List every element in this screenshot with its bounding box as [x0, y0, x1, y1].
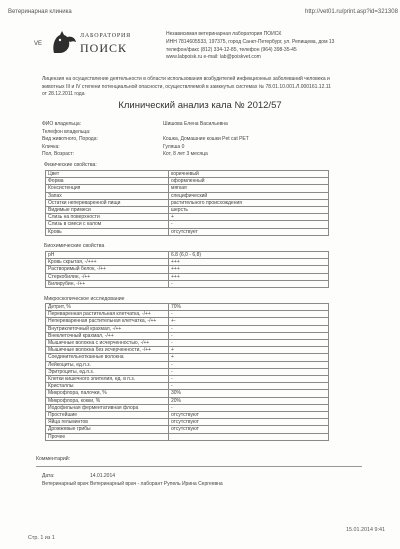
footer-page-number: Стр. 1 из 1 [28, 535, 55, 541]
row-label: Консистенция [46, 185, 169, 192]
section-physical-label: Физические свойства: [44, 162, 97, 168]
patient-value: Кот, 8 лет 3 месяца [163, 151, 208, 158]
table-row [46, 318, 329, 325]
table-row [46, 199, 329, 206]
patient-label: Вид животного, Порода: [42, 136, 98, 143]
cat-dog-logo-icon [48, 29, 78, 55]
row-value: +- [169, 318, 329, 325]
logo-text-poisk: ПОИСК [80, 41, 128, 55]
row-label: Детрит, % [46, 304, 169, 311]
row-value: +++ [169, 273, 329, 280]
row-value: оформленный [169, 178, 329, 185]
license-text [42, 76, 392, 99]
row-value: - [169, 383, 329, 390]
row-value: 6.8 (6,0 - 6,8) [169, 252, 329, 259]
signature-value: Ветеринарный врач - лаборант Рупель Ирина Сергеевна [90, 480, 223, 487]
table-row [46, 280, 329, 287]
table-row [46, 273, 329, 280]
table-row [46, 221, 329, 228]
row-value: + [169, 214, 329, 221]
row-label: Запах [46, 192, 169, 199]
row-label: Кровь скрытая, -/+++ [46, 259, 169, 266]
table-row [46, 376, 329, 383]
signature-label: Ветеринарный врач: [42, 480, 90, 487]
row-label: Простейшие [46, 412, 169, 419]
patient-info [42, 121, 249, 159]
row-value: + [169, 347, 329, 354]
row-value: растительного происхождения [169, 199, 329, 206]
microscopic-table [45, 303, 329, 441]
table-row [46, 340, 329, 347]
row-value: 30% [169, 390, 329, 397]
print-header-url: http://vet01.ru/print.asp?id=321308 [305, 9, 398, 15]
row-label: Слизь в смеси с калом [46, 221, 169, 228]
row-label: Переваренная растительная клетчатка, -/++ [46, 311, 169, 318]
row-label: Дрожжевые грибы [46, 426, 169, 433]
table-row [46, 347, 329, 354]
logo-text-laboratory: ЛАБОРАТОРИЯ [80, 33, 131, 39]
row-value: - [169, 280, 329, 287]
table-row [46, 171, 329, 178]
lab-info-line: www.labpoisk.ru e-mail: lab@poiskvet.com [166, 54, 261, 61]
patient-value: Шишова Елена Васильевна [163, 121, 228, 127]
patient-label: ФИО владельца: [42, 121, 82, 127]
row-label: Остатки непереваренной пищи [46, 199, 169, 206]
footer-datetime: 15.01.2014 9:41 [346, 527, 385, 533]
row-value: + [169, 354, 329, 361]
table-row [46, 419, 329, 426]
row-label: Яйца гельминтов [46, 419, 169, 426]
row-label: Лейкоциты, ед.п.з. [46, 361, 169, 368]
row-value: - [169, 325, 329, 332]
row-value: коричневый [169, 171, 329, 178]
row-value: отсутствуют [169, 419, 329, 426]
row-label: Внутриклеточный крахмал, -/++ [46, 325, 169, 332]
row-value: 20% [169, 397, 329, 404]
signature-label: Дата: [42, 473, 55, 479]
row-label: Мышечные волокна без исчерченности, -/++ [46, 347, 169, 354]
row-value: специфический [169, 192, 329, 199]
comments-label: Комментарий: [36, 456, 71, 462]
row-value [169, 433, 329, 440]
table-row [46, 207, 329, 214]
signature-block [42, 473, 223, 488]
row-value: - [169, 311, 329, 318]
row-value: - [169, 221, 329, 228]
table-row [46, 266, 329, 273]
table-row [46, 228, 329, 235]
table-row [46, 426, 329, 433]
table-row [46, 304, 329, 311]
row-label: Непереваренная растительная клетчатка, -/++ [46, 318, 169, 325]
signature-row [42, 473, 223, 481]
row-label: Мышечные волокна с исчерченностью, -/++ [46, 340, 169, 347]
table-row [46, 332, 329, 339]
row-value: +++ [169, 259, 329, 266]
row-value: - [169, 361, 329, 368]
table-row [46, 252, 329, 259]
patient-row [42, 144, 249, 152]
patient-row [42, 121, 249, 129]
row-value: - [169, 404, 329, 411]
table-row [46, 404, 329, 411]
row-label: Видимые примеси [46, 207, 169, 214]
logo-registered-mark: VE [34, 41, 43, 47]
comments-divider [36, 466, 362, 467]
row-label: pH [46, 252, 169, 259]
table-row [46, 368, 329, 375]
patient-label: Кличка: [42, 143, 60, 150]
row-value: - [169, 368, 329, 375]
table-row [46, 185, 329, 192]
table-row [46, 192, 329, 199]
row-label: Цвет [46, 171, 169, 178]
table-row [46, 178, 329, 185]
print-header-site: Ветеринарная клиника [8, 9, 72, 15]
table-row [46, 259, 329, 266]
table-row [46, 214, 329, 221]
lab-info [166, 31, 392, 62]
row-value: шерсть [169, 207, 329, 214]
row-value: 70% [169, 304, 329, 311]
patient-row [42, 129, 249, 137]
patient-row [42, 151, 249, 159]
row-label: Стеркобилин, -/++ [46, 273, 169, 280]
license-line: животных III и IV степени потенциальной опасности, осуществляемой в замкнутых системах № 78.01.10.001.Л.000161.12.11 [42, 83, 331, 90]
biochemical-properties-table [45, 251, 329, 288]
table-row [46, 397, 329, 404]
patient-label: Пол, Возраст: [42, 151, 75, 158]
table-row [46, 383, 329, 390]
row-label: Форма [46, 178, 169, 185]
row-value: +++ [169, 266, 329, 273]
row-label: Клетки кишечного эпителия, ед. в п.з. [46, 376, 169, 383]
row-label: Слизь на поверхности [46, 214, 169, 221]
patient-value: Кошка, Домашние кошки Pet cat PET [163, 136, 249, 143]
table-row [46, 311, 329, 318]
row-label: Растворимый белок, -/++ [46, 266, 169, 273]
table-row [46, 354, 329, 361]
signature-value: 14.01.2014 [90, 473, 116, 479]
table-row [46, 390, 329, 397]
lab-info-line: телефон/факс (812) 334-12-85, телефон (964) 398-35-45 [166, 46, 297, 53]
row-label: Кристаллы [46, 383, 169, 390]
license-line: Лицензия на осуществление деятельности в области использования возбудителей инфекционных заболеваний человека и [42, 76, 330, 82]
row-label: Микрофлора, кокки, % [46, 397, 169, 404]
row-label: Соединительнотканные волокна [46, 354, 169, 361]
row-value: отсутствуют [169, 412, 329, 419]
patient-row [42, 136, 249, 144]
row-value: - [169, 340, 329, 347]
table-row [46, 361, 329, 368]
section-biochemical-label: Биохимические свойства [44, 243, 105, 249]
row-label: Прочее [46, 433, 169, 440]
table-row [46, 433, 329, 440]
patient-label: Телефон владельца: [42, 128, 91, 135]
section-microscopic-label: Микроскопическое исследование [44, 296, 125, 302]
row-value: - [169, 332, 329, 339]
row-label: Внеклеточный крахмал, -/++ [46, 332, 169, 339]
patient-value: Гуляша 0 [163, 143, 185, 150]
row-value: отсутствуют [169, 426, 329, 433]
physical-properties-table [45, 170, 329, 236]
row-value: отсутствует [169, 228, 329, 235]
table-row [46, 412, 329, 419]
row-label: Йодофильная ферментативная флора [46, 404, 169, 411]
signature-row [42, 481, 223, 489]
row-label: Эритроциты, ед.п.з. [46, 368, 169, 375]
lab-info-line: ИНН 7814605533, 197375, город Санкт-Петербург, ул. Репищева, дом 13 [166, 38, 335, 45]
document-title: Клинический анализ кала № 2012/57 [118, 100, 282, 111]
row-label: Микрофлора, палочки, % [46, 390, 169, 397]
row-label: Кровь [46, 228, 169, 235]
row-label: Билирубин, -/++ [46, 280, 169, 287]
license-line: от 28.12.2011 года [42, 91, 85, 97]
lab-info-line: Независимая ветеринарная лаборатория ПОИСК [166, 31, 282, 37]
row-value: мягкая [169, 185, 329, 192]
table-row [46, 325, 329, 332]
row-value: - [169, 376, 329, 383]
